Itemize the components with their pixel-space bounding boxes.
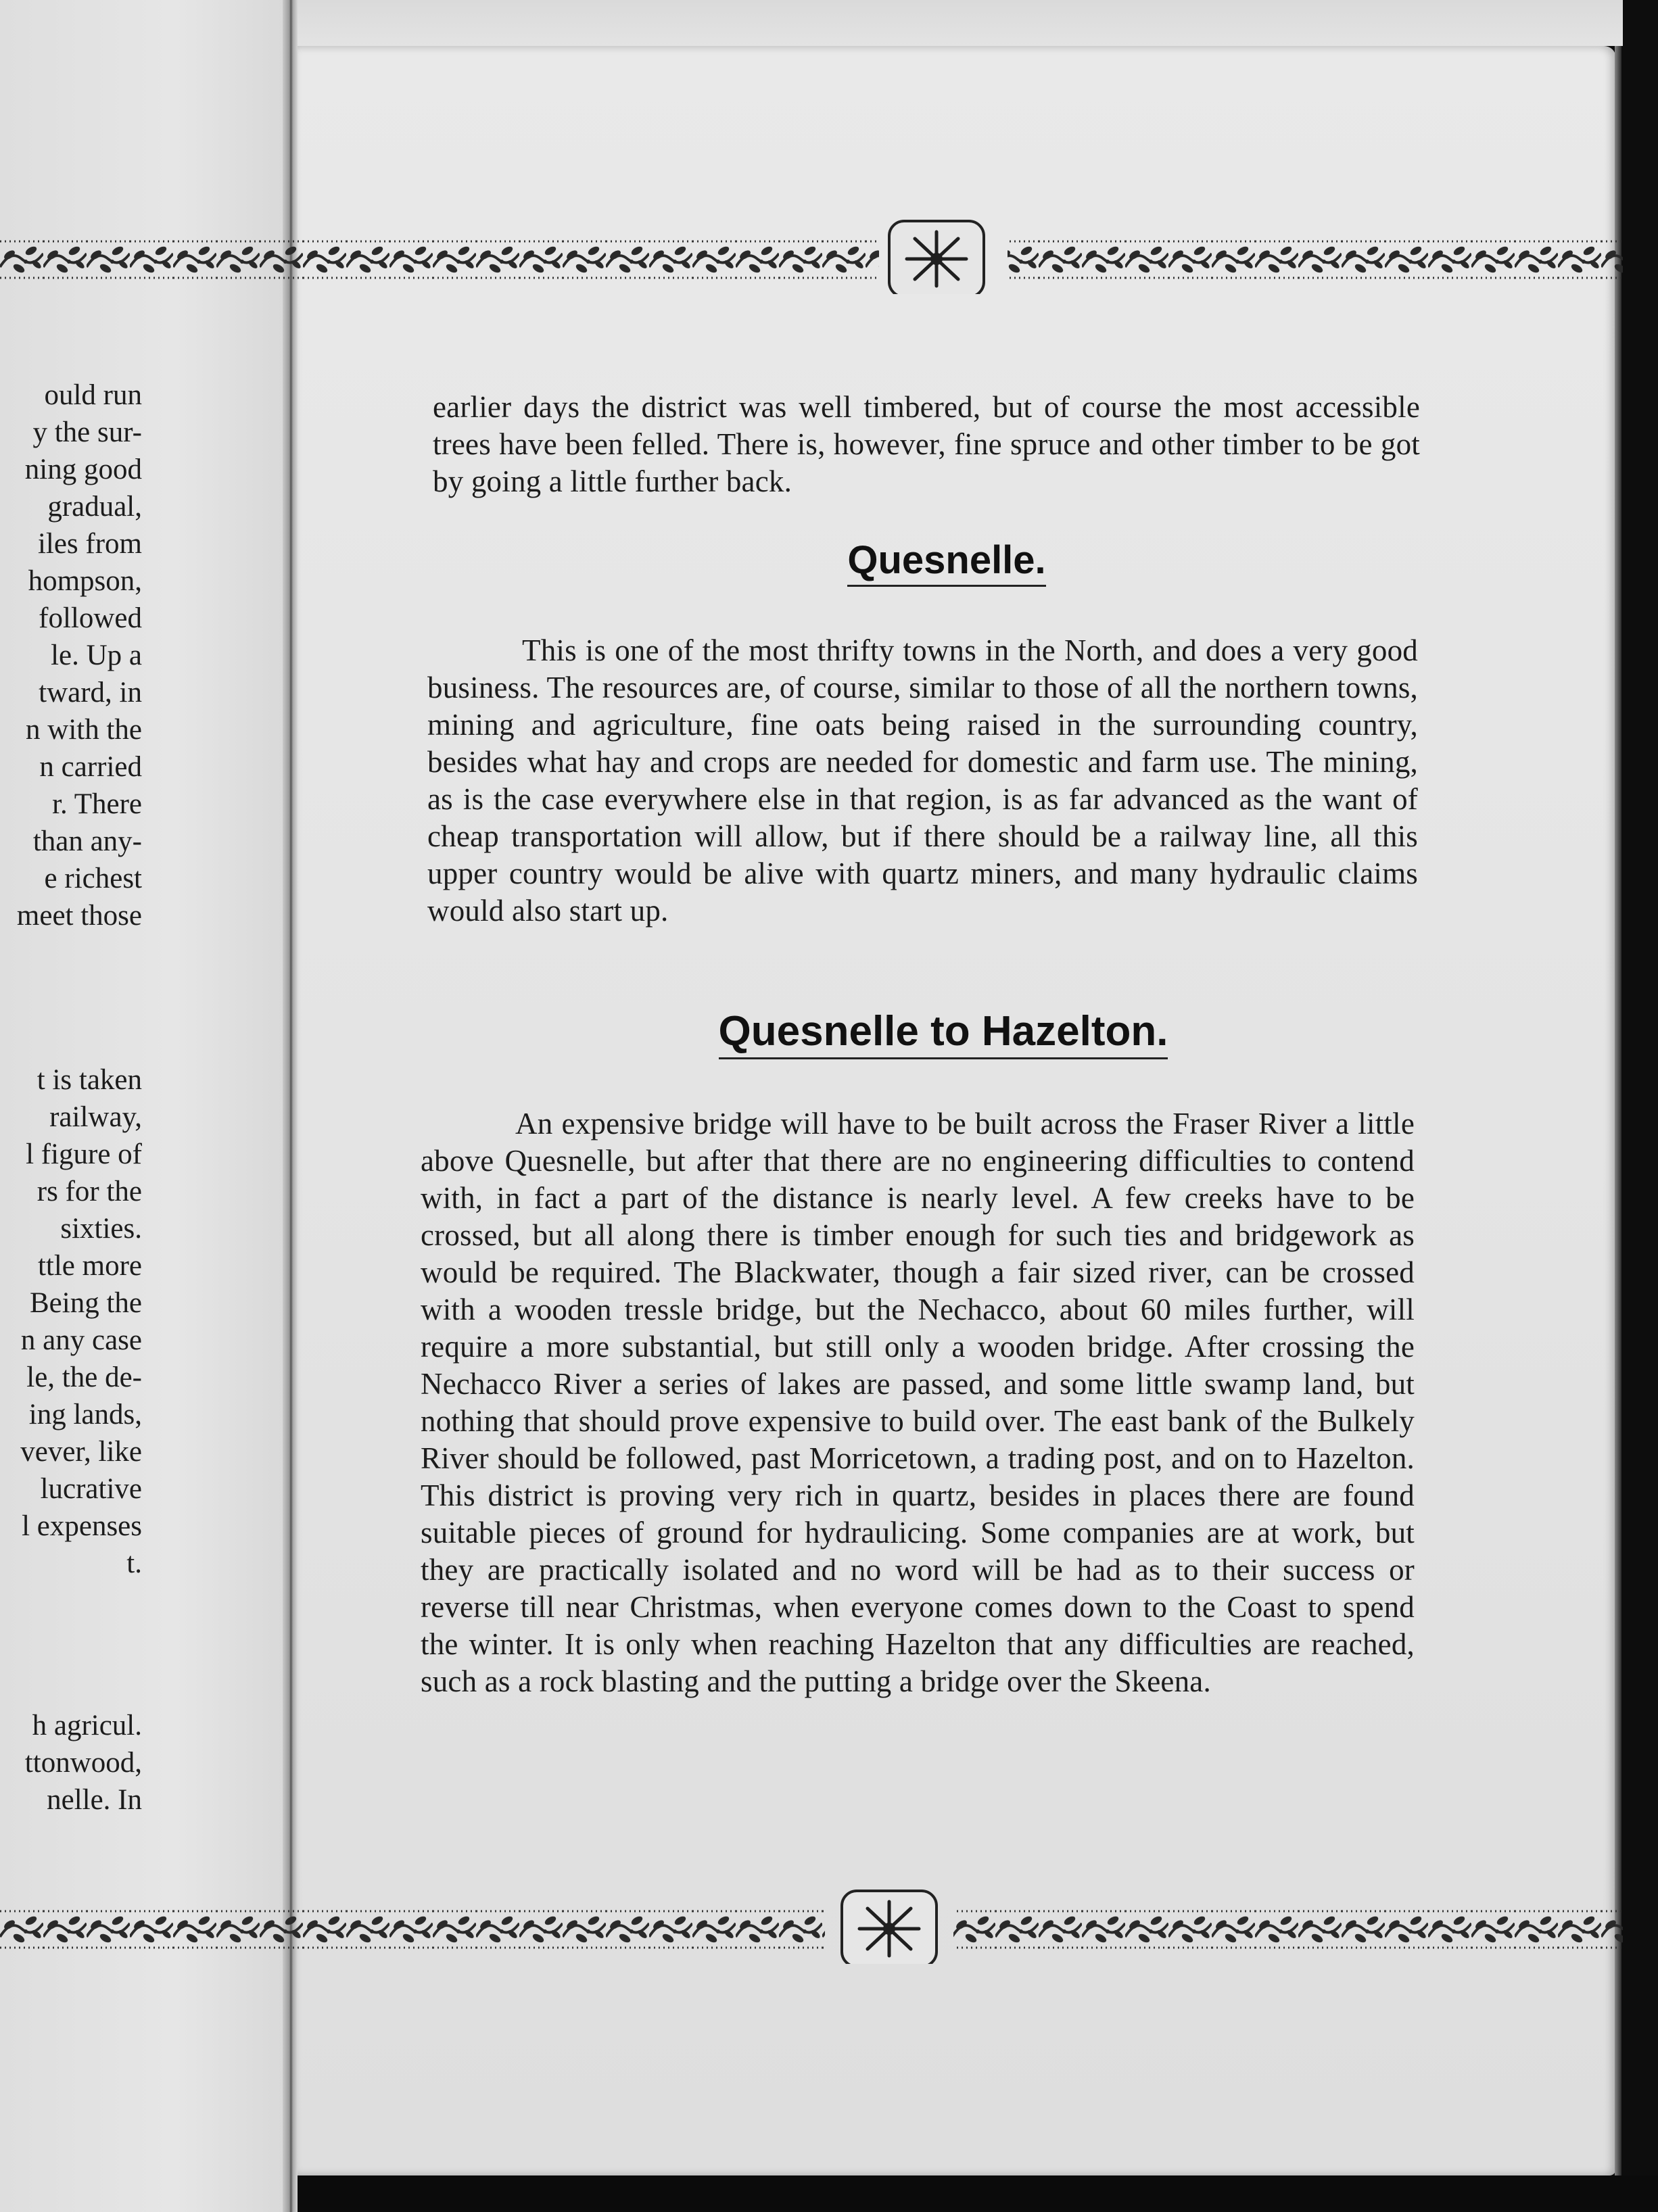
- previous-page-line: iles from: [37, 528, 142, 560]
- quesnelle-paragraph: [427, 632, 1418, 930]
- previous-page-line: followed: [39, 602, 142, 634]
- previous-page-line: h agricul.: [32, 1710, 142, 1741]
- previous-page-text-block-2: [0, 1061, 142, 1582]
- previous-page-line: ttle more: [37, 1250, 142, 1282]
- previous-page-line: t.: [126, 1547, 142, 1579]
- previous-page-text-block-1: [0, 377, 142, 934]
- top-floral-border: [0, 220, 1623, 294]
- quesnelle-to-hazelton-paragraph-text: An expensive bridge will have to be built across the Fraser River a little above Quesnelle, but after that there are no engineering difficulties to contend with, in fact a part of the distance is nearly level. A few creeks have to be crossed, but all along there is timber enough for such ties and bridgework as would be required. The Blackwater, though a fair sized river, can be crossed with a wooden tressle bridge, but the Nechacco, about 60 miles further, will require a more substantial, but still only a wooden bridge. After crossing the Nechacco River a series of lakes are passed, and some little swamp land, but nothing that should prove expensive to build over. The east bank of the Bulkely River should be followed, past Morricetown, a trading post, and on to Hazelton. This district is proving very rich in quartz, besides in places there are found suitable pieces of ground for hydraulicing. Some companies are at work, but they are practically isolated and no word will be had as to their success or reverse till near Christmas, when everyone comes down to the Coast to spend the winter. It is only when reaching Hazelton that any difficulties are reached, such as a rock blasting and the putting a bridge over the Skeena.: [421, 1107, 1415, 1698]
- page-right-edge: [1615, 46, 1621, 2175]
- previous-page-line: le, the de-: [26, 1362, 142, 1393]
- previous-page-line: n with the: [26, 714, 142, 746]
- previous-page-line: tward, in: [39, 677, 142, 708]
- previous-page-line: t is taken: [37, 1064, 142, 1096]
- previous-page-line: rs for the: [37, 1176, 142, 1207]
- previous-page-line: than any-: [32, 825, 142, 857]
- quesnelle-to-hazelton-paragraph: [421, 1105, 1415, 1700]
- previous-page-line: n any case: [20, 1324, 142, 1356]
- previous-page-line: Being the: [30, 1287, 142, 1319]
- section-heading-quesnelle-to-hazelton: [602, 1007, 1285, 1055]
- previous-page-line: le. Up a: [51, 640, 142, 671]
- scan-bottom-edge: [298, 2175, 1658, 2212]
- snowflake-medallion-icon: [842, 1890, 937, 1964]
- previous-page-line: gradual,: [47, 491, 142, 523]
- previous-page-text-block-3: [0, 1707, 142, 1819]
- book-gutter: [283, 0, 298, 2212]
- previous-page-line: vever, like: [20, 1436, 142, 1468]
- quesnelle-paragraph-text: This is one of the most thrifty towns in the North, and does a very good business. The resources are, of course, similar to those of all the northern towns, mining and agriculture, fine oats being raised in the surrounding country, besides what hay and crops are needed for domestic and farm use. The mining, as is the case everywhere else in that region, is as far advanced as the want of cheap transportation will allow, but if there should be a railway line, all this upper country would be alive with quartz miners, and many hydraulic claims would also start up.: [427, 633, 1418, 928]
- previous-page-line: l expenses: [22, 1510, 142, 1542]
- previous-page-line: ing lands,: [28, 1399, 142, 1430]
- previous-page-line: ning good: [24, 454, 142, 485]
- previous-page-line: y the sur-: [32, 416, 142, 448]
- previous-page-line: n carried: [39, 751, 142, 783]
- previous-page-line: hompson,: [28, 565, 142, 597]
- intro-paragraph: [433, 389, 1420, 500]
- previous-page-line: ttonwood,: [24, 1747, 142, 1779]
- previous-page-line: lucrative: [40, 1473, 142, 1505]
- heading-text: Quesnelle to Hazelton.: [719, 1008, 1168, 1059]
- bottom-floral-border: [0, 1890, 1623, 1964]
- previous-page-line: nelle. In: [47, 1784, 142, 1816]
- snowflake-medallion-icon: [889, 220, 984, 294]
- section-heading-quesnelle: [710, 537, 1183, 583]
- heading-text: Quesnelle.: [847, 538, 1045, 587]
- previous-page-line: sixties.: [60, 1213, 142, 1245]
- previous-page-line: r. There: [52, 788, 142, 820]
- page-top-margin: [298, 0, 1623, 46]
- previous-page-line: e richest: [44, 863, 142, 894]
- intro-paragraph-text: earlier days the district was well timbered, but of course the most accessible trees have been felled. There is, however, fine spruce and other timber to be got by going a little further back.: [433, 390, 1420, 498]
- previous-page-line: l figure of: [26, 1138, 142, 1170]
- previous-page-line: ould run: [44, 379, 142, 411]
- previous-page-line: railway,: [49, 1101, 142, 1133]
- floral-border-ornament: [0, 220, 1623, 294]
- floral-border-ornament: [0, 1890, 1623, 1964]
- previous-page-line: meet those: [16, 900, 142, 932]
